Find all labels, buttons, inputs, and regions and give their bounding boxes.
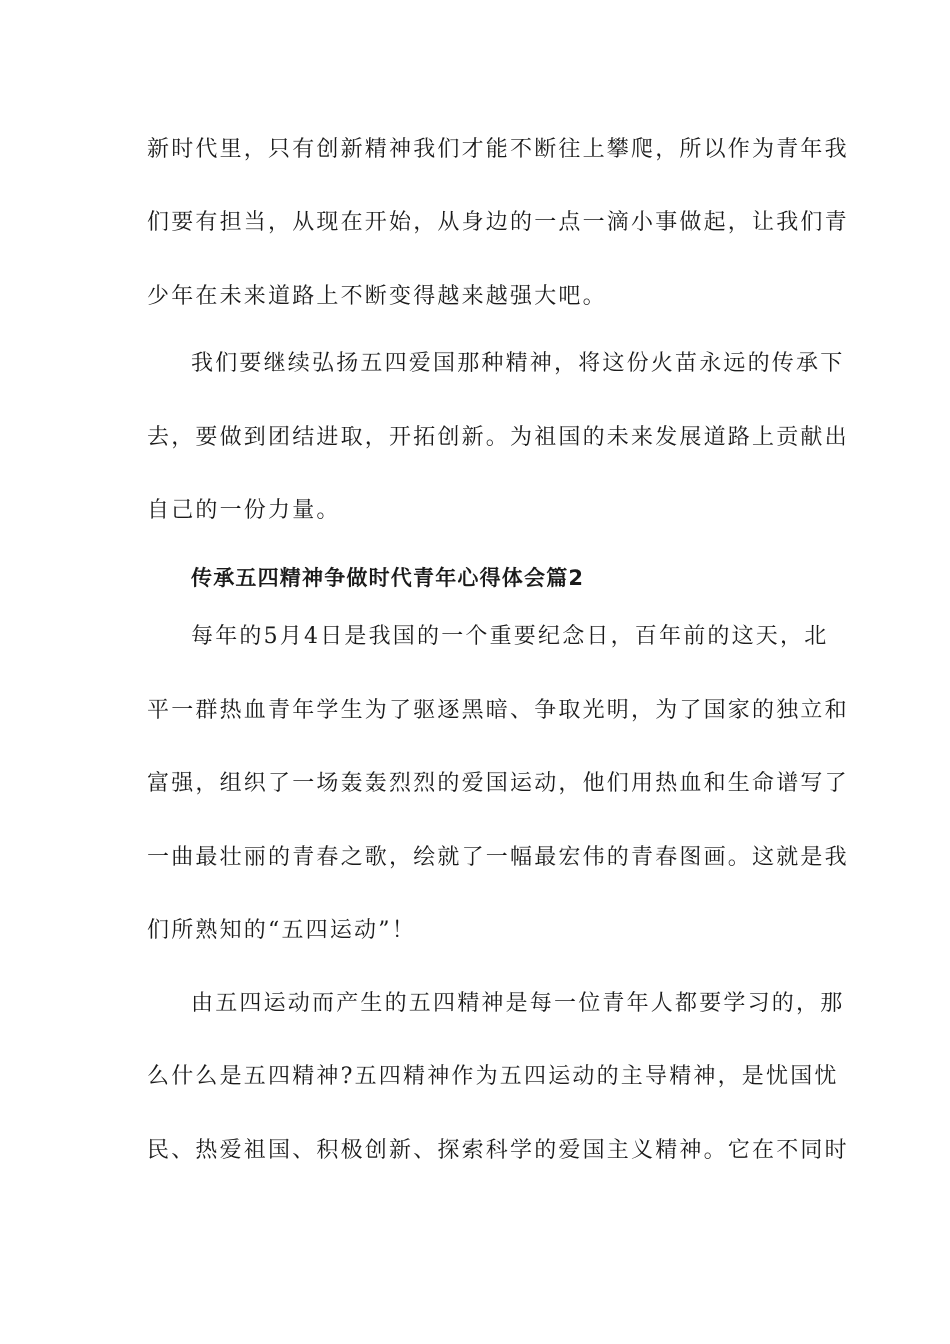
paragraph-2-line-2: 去，要做到团结进取，开拓创新。为祖国的未来发展道路上贡献出 (147, 425, 849, 450)
paragraph-1-line-1: 新时代里，只有创新精神我们才能不断往上攀爬，所以作为青年我 (147, 137, 849, 162)
paragraph-2-line-3: 自己的一份力量。 (147, 498, 341, 523)
paragraph-3-line-4: 一曲最壮丽的青春之歌，绘就了一幅最宏伟的青春图画。这就是我 (147, 845, 849, 870)
paragraph-3-line-1: 每年的5月4日是我国的一个重要纪念日，百年前的这天，北 (191, 624, 829, 649)
paragraph-3-line-2: 平一群热血青年学生为了驱逐黑暗、争取光明，为了国家的独立和 (147, 698, 849, 723)
paragraph-3-line-5: 们所熟知的“五四运动”！ (147, 918, 416, 943)
paragraph-2-line-1: 我们要继续弘扬五四爱国那种精神，将这份火苗永远的传承下 (191, 351, 845, 376)
paragraph-3-line-3: 富强，组织了一场轰轰烈烈的爱国运动，他们用热血和生命谱写了 (147, 771, 849, 796)
paragraph-4-line-2: 么什么是五四精神?五四精神作为五四运动的主导精神，是忧国忧 (147, 1064, 839, 1089)
paragraph-4-line-1: 由五四运动而产生的五四精神是每一位青年人都要学习的，那 (191, 991, 845, 1016)
paragraph-1-line-2: 们要有担当，从现在开始，从身边的一点一滴小事做起，让我们青 (147, 210, 849, 235)
paragraph-4-line-3: 民、热爱祖国、积极创新、探索科学的爱国主义精神。它在不同时 (147, 1138, 849, 1163)
section-heading: 传承五四精神争做时代青年心得体会篇2 (191, 566, 585, 590)
paragraph-1-line-3: 少年在未来道路上不断变得越来越强大吧。 (147, 284, 607, 309)
